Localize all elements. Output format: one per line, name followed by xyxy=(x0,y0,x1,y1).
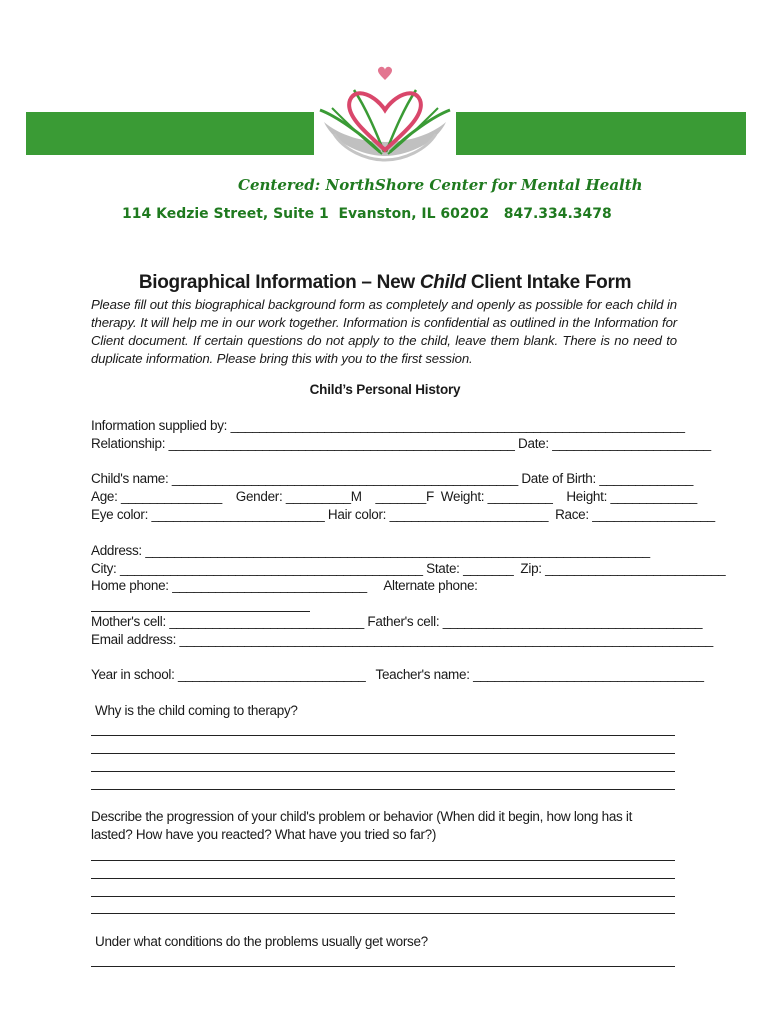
form-title-emphasis: Child xyxy=(419,272,466,293)
answer-line[interactable] xyxy=(91,789,675,790)
childs-name-dob-field[interactable]: Child's name: ________________________________________________ Date of Birth: _____________ xyxy=(91,471,694,486)
relationship-date-field[interactable]: Relationship: ________________________________________________ Date: ______________________ xyxy=(91,436,711,451)
small-heart-icon xyxy=(378,67,392,80)
why-therapy-question: Why is the child coming to therapy? xyxy=(95,703,298,718)
answer-line[interactable] xyxy=(91,735,675,736)
header-green-bar-left xyxy=(26,112,314,155)
answer-line[interactable] xyxy=(91,966,675,967)
lotus-heart-logo xyxy=(314,64,456,168)
header-green-bar-right xyxy=(456,112,746,155)
home-alternate-phone-field[interactable]: Home phone: ___________________________ Alternate phone: xyxy=(91,578,478,593)
section-heading: Child’s Personal History xyxy=(309,382,461,397)
year-teacher-field[interactable]: Year in school: __________________________ Teacher's name: ________________________________ xyxy=(91,667,704,682)
email-address-field[interactable]: Email address: __________________________________________________________________________ xyxy=(91,632,713,647)
city-state-zip-field[interactable]: City: __________________________________________ State: _______ Zip: _________________________ xyxy=(91,561,726,576)
conditions-worse-question: Under what conditions do the problems usually get worse? xyxy=(95,934,428,949)
answer-line[interactable] xyxy=(91,753,675,754)
form-title-prefix: Biographical Information – New xyxy=(138,272,420,293)
form-intro: Please fill out this biographical background form as completely and openly as possible for each child in therapy. It will help me in our work together. Information is confidential as outlined in the Information for Client document. If certain questions do not apply to the child, leave them blank. There is no need to duplicate information. Please bring this with you to the first session. xyxy=(91,297,677,366)
answer-line[interactable] xyxy=(91,913,675,914)
mother-father-cell-field[interactable]: Mother's cell: ___________________________ Father's cell: ____________________________________ xyxy=(91,614,703,629)
form-title-suffix: Client Intake Form xyxy=(465,272,632,293)
answer-line[interactable] xyxy=(91,860,675,861)
center-name: Centered: NorthShore Center for Mental Health xyxy=(238,176,643,194)
answer-line[interactable] xyxy=(91,771,675,772)
progression-question: Describe the progression of your child's problem or behavior (When did it begin, how long has it lasted? How have you reacted? What have you tried so far?) xyxy=(91,809,633,842)
age-gender-weight-height-field[interactable]: Age: ______________ Gender: _________M _______F Weight: _________ Height: ____________ xyxy=(91,489,697,504)
eye-hair-race-field[interactable]: Eye color: ________________________ Hair color: ______________________ Race: _________________ xyxy=(91,507,715,522)
alternate-phone-line[interactable] xyxy=(91,611,310,612)
answer-line[interactable] xyxy=(91,896,675,897)
center-address-line: 114 Kedzie Street, Suite 1 Evanston, IL 60202 847.334.3478 xyxy=(122,206,612,222)
answer-line[interactable] xyxy=(91,878,675,879)
address-field[interactable]: Address: ______________________________________________________________________ xyxy=(91,543,650,558)
form-title xyxy=(0,272,770,294)
info-supplied-by-field[interactable]: Information supplied by: _______________________________________________________________ xyxy=(91,418,685,433)
